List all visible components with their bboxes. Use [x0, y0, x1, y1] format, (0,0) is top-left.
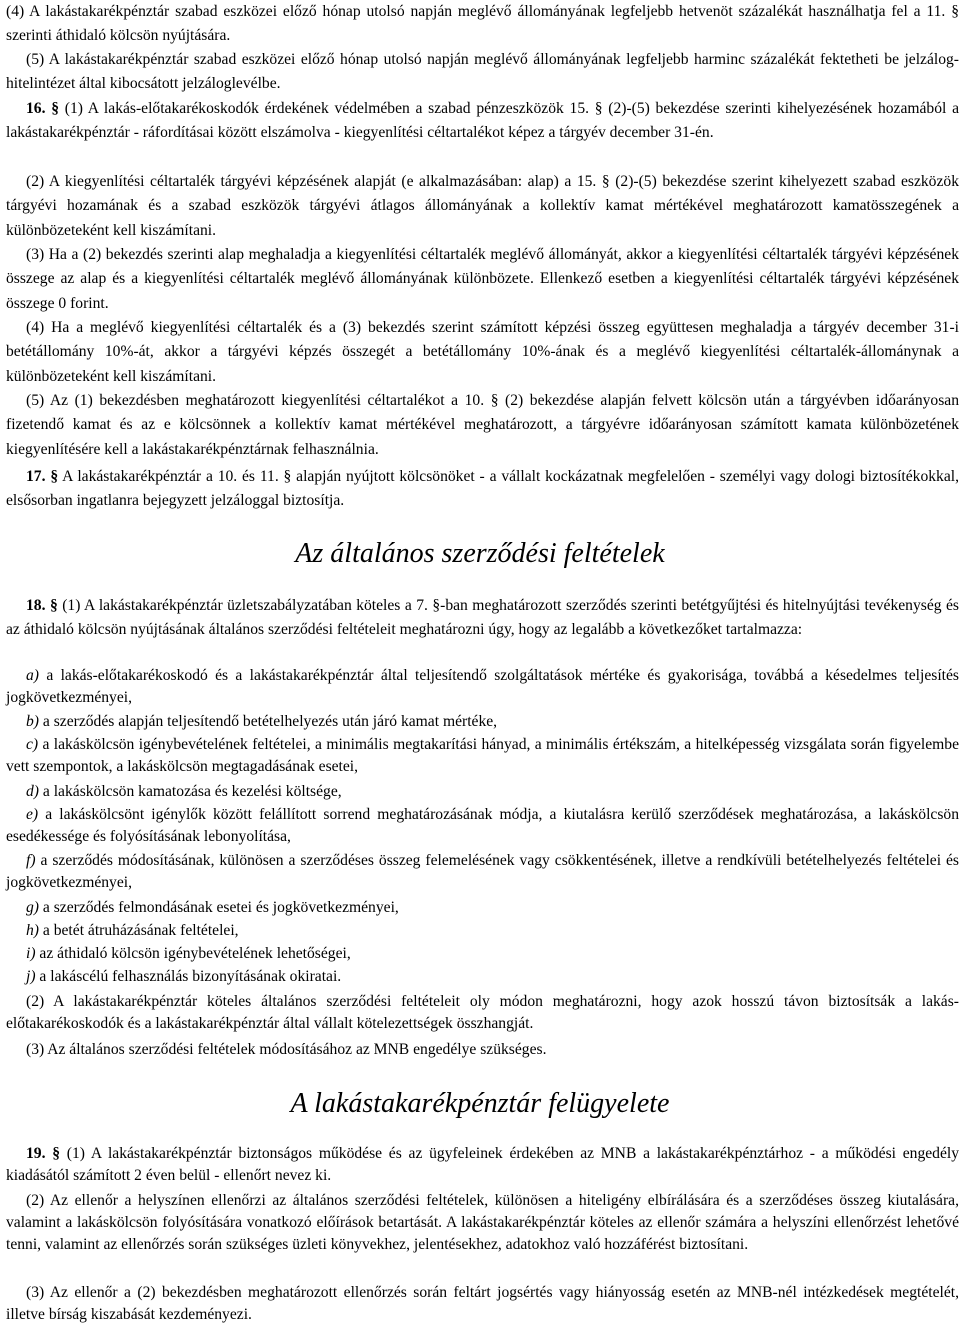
section-number: 16. § — [26, 100, 60, 117]
list-item: j) a lakáscélú felhasználás bizonyításának okiratai. — [26, 968, 342, 985]
section-18-paragraph-2: (2) A lakástakarékpénztár köteles általános szerződési feltételeit oly módon meghatározni, hogy azok hosszú távon biztosítsák a lakás-előtakarékoskodók és a lakástakarékpénztár által vállalt kötelezettségek összhangját. — [6, 993, 959, 1032]
section-19-paragraph-1: 19. § (1) A lakástakarékpénztár biztonságos működése és az ügyfeleinek érdekében az MNB a lakástakarékpénztárhoz - a működési engedély kiadásától számított 2 éven belül - ellenőrt nevez ki. — [6, 1145, 960, 1184]
section-19-paragraph-3: (3) Az ellenőr a (2) bekezdésben meghatározott ellenőrzés során feltárt jogsértés vagy hiányosság esetén az MNB-nél intézkedések megtételét, illetve bírság kiszabását kezdeményezi. — [6, 1284, 959, 1323]
list-item: f) a szerződés módosításának, különösen a szerződéses összeg felemelésének vagy csökkentésének, illetve a rendkívüli betételhelyezés feltételei és jogkövetkezményei, — [6, 852, 959, 891]
section-17: 17. § A lakástakarékpénztár a 10. és 11. § alapján nyújtott kölcsönöket - a vállalt kockázatnak megfelelően - személyi vagy dologi biztosítékokkal, elsősorban ingatlanra bejegyzett jelzáloggal biztosítja. — [6, 468, 959, 510]
section-number: 17. § — [26, 468, 59, 485]
list-item: b) a szerződés alapján teljesítendő betételhelyezés után járó kamat mértéke, — [26, 713, 498, 730]
section-16-paragraph-3: (3) Ha a (2) bekezdés szerinti alap meghaladja a kiegyenlítési céltartalék meglévő állományát, akkor a kiegyenlítési céltartalék tárgyévi képzésének összege az alap és a kiegyenlítési céltartalék meglévő állományának különbözete. Ellenkező esetben a kiegyenlítési céltartalék tárgyévi képzésének összege 0 forint. — [6, 246, 959, 312]
section-16-paragraph-2: (2) A kiegyenlítési céltartalék tárgyévi képzésének alapját (e alkalmazásában: alap) a 15. § (2)-(5) bekezdése szerint kihelyezett szabad eszközök tárgyévi hozamának és a szabad eszközök tárgyévi átlagos állományának a kollektív kamat mértékével meghatározott kamatösszegének a különbözeteként kell kiszámítani. — [6, 173, 959, 239]
list-item: g) a szerződés felmondásának esetei és jogkövetkezményei, — [26, 899, 399, 916]
section-16-paragraph-1: 16. § (1) A lakás-előtakarékoskodók érdekének védelmében a szabad pénzeszközök 15. § (2)-(5) bekezdése szerinti kihelyezésének hozamából a lakástakarékpénztár - ráfordításai között elszámolva - kiegyenlítési céltartalékot képez a tárgyév december 31-én. — [6, 100, 960, 142]
list-item: e) a lakáskölcsönt igénylők között felállított sorrend meghatározásának módja, a kiutalásra kerülő szerződések meghatározása, a lakáskölcsön esedékessége és folyósításának lebonyolítása, — [6, 806, 959, 845]
list-item: h) a betét átruházásának feltételei, — [26, 922, 239, 939]
section-number: 19. § — [26, 1145, 61, 1162]
paragraph-15-4: (4) A lakástakarékpénztár szabad eszközei előző hónap utolsó napján meglévő állományának legfeljebb hetvenöt százalékát használhatja fel a 11. § szerinti áthidaló kölcsön nyújtására. — [6, 3, 959, 45]
list-item: i) az áthidaló kölcsön igénybevételének lehetőségei, — [26, 945, 351, 962]
section-19-paragraph-2: (2) Az ellenőr a helyszínen ellenőrzi az általános szerződési feltételek, különösen a hiteligény elbírálására és a szerződéses összeg kiutalására, valamint a lakáskölcsön folyósítására vonatkozó előírások betartását. A lakástakarékpénztár köteles az ellenőr számára a helyszíni ellenőrzést lehetővé tenni, valamint az ellenőrzés során szükséges üzleti könyvekhez, jelentésekhez, adatokhoz való hozzáférést biztosítani. — [6, 1192, 959, 1253]
list-item: a) a lakás-előtakarékoskodó és a lakástakarékpénztár által teljesítendő szolgáltatások mértéke és gyakorisága, továbbá a késedelmes teljesítés jogkövetkezményei, — [6, 667, 959, 706]
section-18-paragraph-1: 18. § (1) A lakástakarékpénztár üzletszabályzatában köteles a 7. §-ban meghatározott szerződés szerinti betétgyűjtési és hitelnyújtási tevékenység és az áthidaló kölcsön nyújtásának általános szerződési feltételeit meghatározni úgy, hogy az legalább a következőket tartalmazza: — [6, 597, 959, 639]
list-item: d) a lakáskölcsön kamatozása és kezelési költsége, — [26, 783, 342, 800]
section-number: 18. § — [26, 597, 58, 614]
section-heading-general-terms: Az általános szerződési feltételek — [295, 538, 665, 569]
paragraph-15-5: (5) A lakástakarékpénztár szabad eszközei előző hónap utolsó napján meglévő állományának legfeljebb harminc százalékát fektetheti be jelzálog-hitelintézet által kibocsátott jelzáloglevélbe. — [6, 51, 959, 93]
section-18-paragraph-3: (3) Az általános szerződési feltételek módosításához az MNB engedélye szükséges. — [26, 1041, 547, 1058]
section-16-paragraph-5: (5) Az (1) bekezdésben meghatározott kiegyenlítési céltartalékot a 10. § (2) bekezdése alapján felvett kölcsön után a tárgyévben időarányosan fizetendő kamat és az e kölcsönnek a kollektív kamat mértékével meghatározott, a tárgyévre időarányosan számított kamata különbözetének kiegyenlítésére kell a lakástakarékpénztárnak felhasználnia. — [6, 392, 959, 458]
section-heading-supervision: A lakástakarékpénztár felügyelete — [290, 1088, 670, 1119]
list-item: c) a lakáskölcsön igénybevételének feltételei, a minimális megtakarítási hányad, a minimális értékszám, a hitelképesség vizsgálata során figyelembe vett szempontok, a lakáskölcsön megtagadásának esetei, — [6, 736, 959, 775]
section-16-paragraph-4: (4) Ha a meglévő kiegyenlítési céltartalék és a (3) bekezdés szerint számított képzési összeg együttesen meghaladja a tárgyév december 31-i betétállomány 10%-át, akkor a tárgyévi képzés összegét a betétállomány 10%-ának és a meglévő kiegyenlítési céltartalék-állománynak a különbözeteként kell kiszámítani. — [6, 319, 959, 385]
